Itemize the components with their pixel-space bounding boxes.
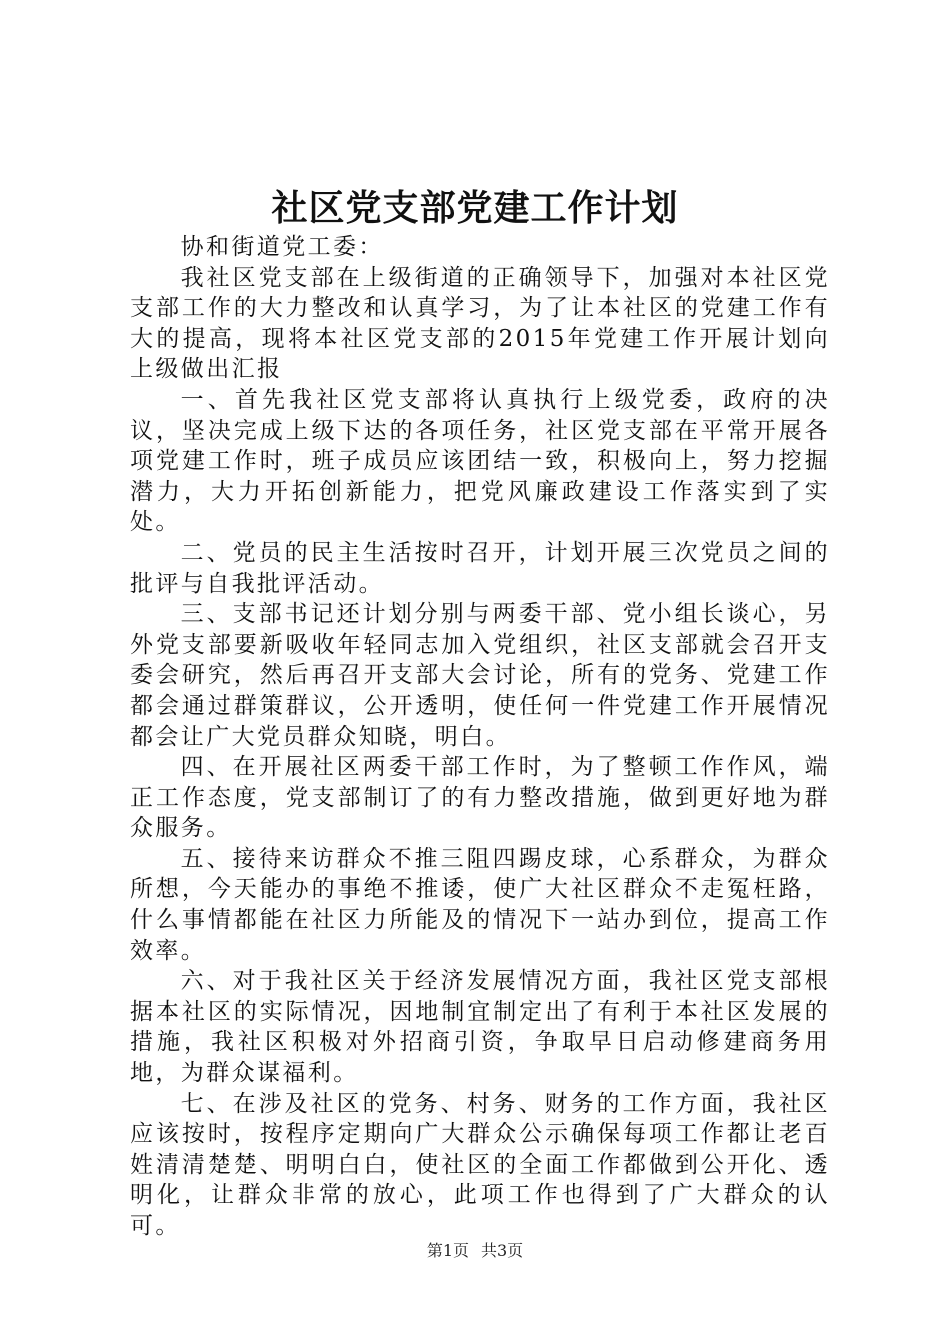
salutation: 协和街道党工委： [180,234,384,260]
page-number: 第1页 [426,1241,469,1260]
paragraph-item-2: 二、党员的民主生活按时召开，计划开展三次党员之间的批评与自我批评活动。 [130,539,830,597]
page-total: 共3页 [481,1241,524,1260]
document-body [130,232,830,1242]
paragraph-item-7: 七、在涉及社区的党务、村务、财务的工作方面，我社区应该按时，按程序定期向广大群众公示确保每项工作都让老百姓清清楚楚、明明白白，使社区的全面工作都做到公开化、透明化，让群众非常的放心，此项工作也得到了广大群众的认可。 [130,1090,830,1239]
paragraph-item-6: 六、对于我社区关于经济发展情况方面，我社区党支部根据本社区的实际情况，因地制宜制定出了有利于本社区发展的措施，我社区积极对外招商引资，争取早日启动修建商务用地，为群众谋福利。 [130,968,830,1087]
paragraph-intro: 我社区党支部在上级街道的正确领导下，加强对本社区党支部工作的大力整改和认真学习，为了让本社区的党建工作有大的提高，现将本社区党支部的2015年党建工作开展计划向上级做出汇报 [130,264,830,383]
paragraph-item-4: 四、在开展社区两委干部工作时，为了整顿工作作风，端正工作态度，党支部制订了的有力整改措施，做到更好地为群众服务。 [130,754,830,842]
paragraph-item-5: 五、接待来访群众不推三阻四踢皮球，心系群众，为群众所想，今天能办的事绝不推诿，使广大社区群众不走冤枉路，什么事情都能在社区力所能及的情况下一站办到位，提高工作效率。 [130,845,830,964]
paragraph-item-3: 三、支部书记还计划分别与两委干部、党小组长谈心，另外党支部要新吸收年轻同志加入党组织，社区支部就会召开支委会研究，然后再召开支部大会讨论，所有的党务、党建工作都会通过群策群议，公开透明，使任何一件党建工作开展情况都会让广大党员群众知晓，明白。 [130,601,830,750]
page-footer [0,1240,950,1262]
paragraph-item-1: 一、首先我社区党支部将认真执行上级党委，政府的决议，坚决完成上级下达的各项任务，社区党支部在平常开展各项党建工作时，班子成员应该团结一致，积极向上，努力挖掘潜力，大力开拓创新能力，把党风廉政建设工作落实到了实处。 [130,386,830,536]
document-title: 社区党支部党建工作计划 [271,187,679,229]
